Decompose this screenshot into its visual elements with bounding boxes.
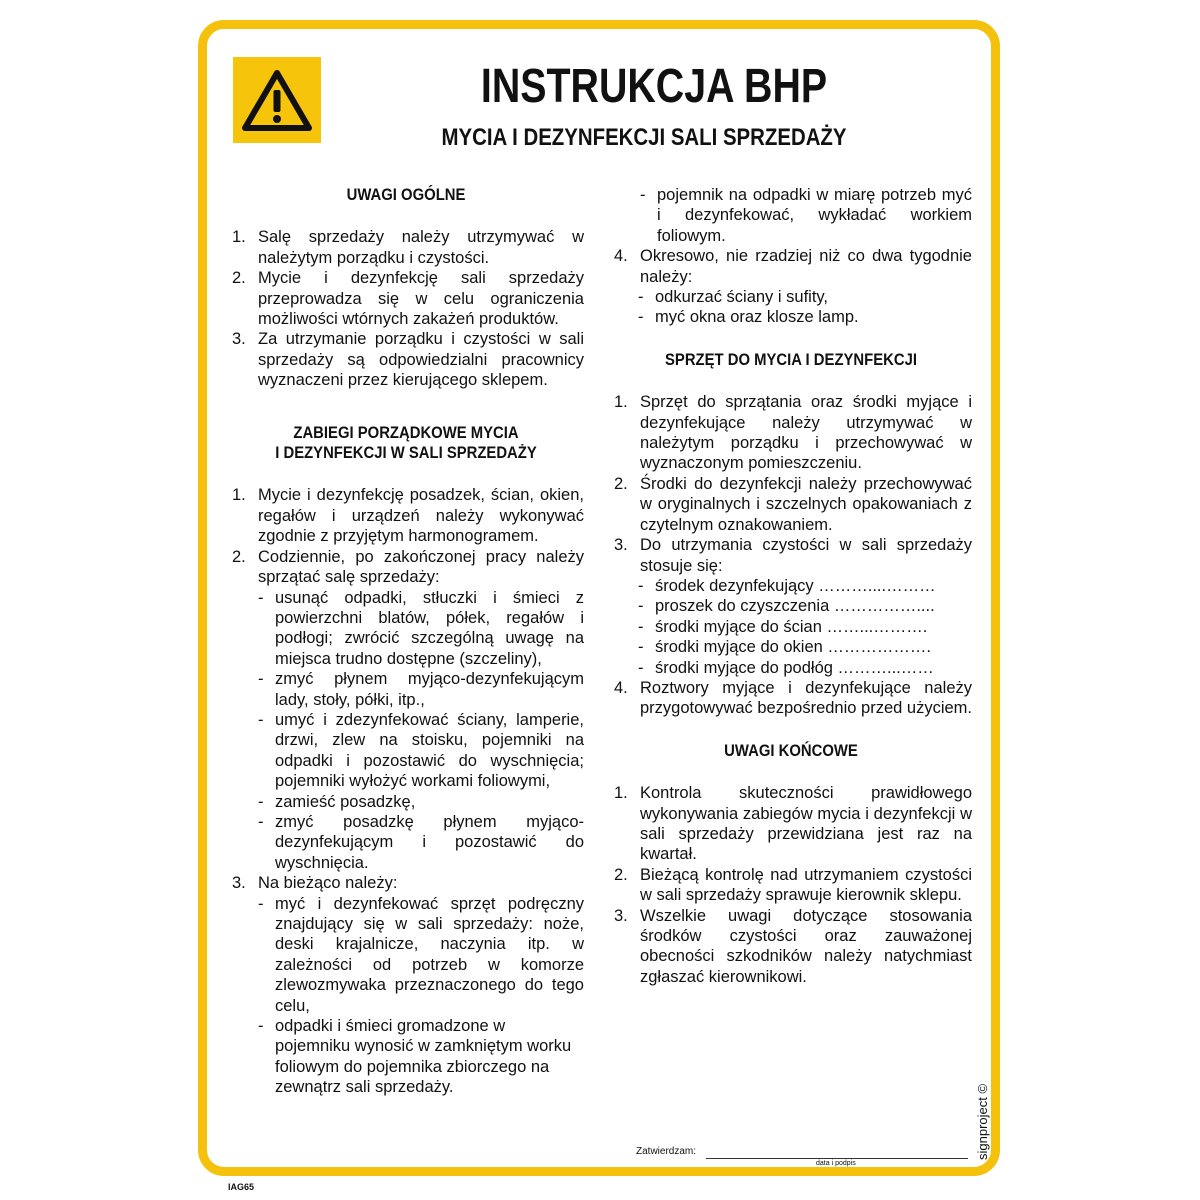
warning-triangle-icon	[241, 68, 313, 132]
approval-label: Zatwierdzam:	[636, 1146, 697, 1157]
left-column	[228, 185, 584, 1098]
page-subtitle: MYCIA I DEZYNFEKCJI SALI SPRZEDAŻY	[441, 124, 847, 151]
warning-box	[233, 57, 321, 143]
sub-item: - myć okna oraz klosze lamp.	[638, 308, 859, 327]
list-item: 1. Kontrola skuteczności prawidłowego wykonywania zabiegów mycia i dezynfekcji w sali sprzedaży przewidziana jest raz na kwartał.	[614, 784, 972, 864]
signature-hint: data i podpis	[816, 1160, 856, 1167]
sub-item: - zmyć posadzkę płynem myjąco-dezynfekującym i pozostawić do wyschnięcia.	[258, 812, 584, 872]
sub-item: - umyć i zdezynfekować ściany, lamperie, drzwi, zlew na stoisku, pojemniki na odpadki i pozostawić do wyschnięcia; pojemniki wyłożyć workami foliowymi,	[258, 710, 584, 791]
list-item: 4. Okresowo, nie rzadziej niż co dwa tygodnie należy:	[614, 247, 972, 286]
sub-item: - proszek do czyszczenia ……………....	[638, 597, 935, 616]
sub-item: - myć i dezynfekować sprzęt podręczny znajdujący się w sali sprzedaży: noże, deski krajalnicze, naczynia itp. w zależności od potrzeb w komorze zlewozmywaka przeznaczonego do tego celu,	[258, 894, 584, 1015]
sub-item: - zamieść posadzkę,	[258, 792, 416, 811]
list-item: 2. Codziennie, po zakończonej pracy należy sprzątać salę sprzedaży:	[232, 547, 584, 587]
section-heading-procedures: ZABIEGI PORZĄDKOWE MYCIA	[293, 423, 519, 442]
sub-item: - środek dezynfekujący ………....………	[638, 576, 936, 595]
list-item: 3. Na bieżąco należy:	[232, 874, 398, 893]
sub-item: - środki myjące do podłóg ………...……	[638, 658, 934, 677]
brand-mark: signproject ©	[975, 1083, 990, 1160]
list-item: 2. Bieżącą kontrolę nad utrzymaniem czystości w sali sprzedaży sprawuje kierownik sklepu.	[614, 865, 972, 905]
product-code: IAG65	[228, 1182, 255, 1192]
list-item: 1. Salę sprzedaży należy utrzymywać w należytym porządku i czystości.	[232, 228, 584, 267]
sub-item: - odkurzać ściany i sufity,	[638, 288, 829, 307]
sub-item: - pojemnik na odpadki w miarę potrzeb myć i dezynfekować, wykładać workiem foliowym.	[640, 186, 972, 245]
sub-item: - środki myjące do ścian ……...……….	[638, 617, 928, 636]
page-title: INSTRUKCJA BHP	[480, 60, 828, 113]
section-heading-procedures-line2: I DEZYNFEKCJI W SALI SPRZEDAŻY	[275, 444, 537, 463]
sub-item: - usunąć odpadki, stłuczki i śmieci z powierzchni blatów, półek, regałów i podłogi; zwrócić szczególną uwagę na miejsca trudno dostępne (szczeliny),	[258, 588, 584, 668]
right-column	[610, 185, 972, 987]
continued-text: odpadki i śmieci gromadzone w pojemniku wynosić w zamkniętym worku foliowym do pojemnika zbiorczego na zewnątrz sali sprzedaży.	[275, 1017, 572, 1097]
list-item: 1. Sprzęt do sprzątania oraz środki myjące i dezynfekujące należy utrzymywać w należytym porządku i przechowywać w wyznaczonym pomieszczeniu.	[614, 393, 972, 473]
list-item: 1. Mycie i dezynfekcję posadzek, ścian, okien, regałów i urządzeń należy wykonywać zgodnie z przyjętym harmonogramem.	[232, 486, 584, 546]
section-heading-general: UWAGI OGÓLNE	[346, 186, 466, 204]
list-item: 4. Roztwory myjące i dezynfekujące należy przygotowywać bezpośrednio przed użyciem.	[614, 678, 972, 718]
list-item: 2. Mycie i dezynfekcję sali sprzedaży przeprowadza się w celu ograniczenia możliwości wtórnych zakażeń produktów.	[232, 269, 584, 329]
sub-item: - zmyć płynem myjąco-dezynfekującym lady, stoły, półki, itp.,	[258, 670, 584, 709]
sub-item: - środki myjące do okien ……………….	[638, 638, 931, 657]
sub-item: - odpadki i śmieci gromadzone w pojemniku wynosić w zamkniętym worku foliowym do pojemnika zbiorczego na zewnątrz sali sprzedaży.	[228, 1016, 584, 1098]
signature-line	[706, 1158, 968, 1159]
list-item: 3. Wszelkie uwagi dotyczące stosowania środków czystości oraz zauważonej obecności szkodników należy natychmiast zgłaszać kierownikowi.	[614, 906, 972, 986]
section-heading-equipment: SPRZĘT DO MYCIA I DEZYNFEKCJI	[665, 350, 917, 369]
list-item: 3. Do utrzymania czystości w sali sprzedaży stosuje się:	[614, 536, 972, 575]
list-item: 3. Za utrzymanie porządku i czystości w sali sprzedaży są odpowiedzialni pracownicy wyznaczeni przez kierującego sklepem.	[232, 330, 584, 390]
section-heading-final: UWAGI KOŃCOWE	[724, 741, 858, 760]
list-item: 2. Środki do dezynfekcji należy przechowywać w oryginalnych i szczelnych opakowaniach z czytelnym oznakowaniem.	[614, 474, 972, 534]
